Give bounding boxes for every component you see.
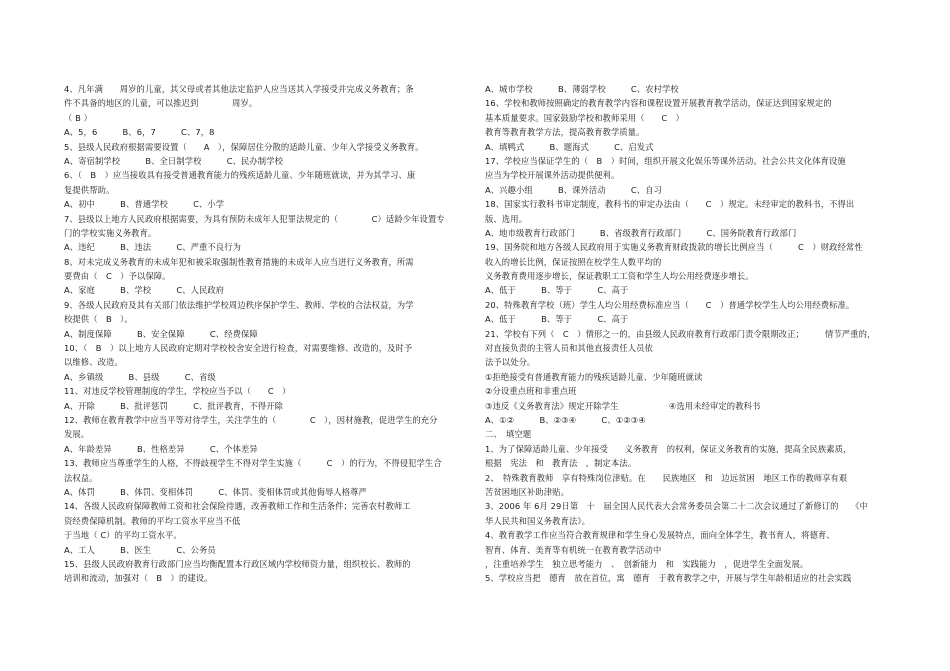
left-column-line: 件不具备的地区的儿童，可以推迟到 周岁。 (64, 98, 258, 109)
right-column-line: 版、选用。 (485, 213, 527, 224)
left-column-line: A、违纪 B、违法 C、严重不良行为 (64, 242, 242, 253)
left-column-line: 15、县级人民政府教育行政部门应当均衡配置本行政区域内学校师资力量，组织校长、教师的 (64, 558, 411, 569)
right-column-line: ③违反《义务教育法》规定开除学生 ④选用未经审定的教科书 (485, 400, 761, 411)
right-column-line: A、低于 B、等于 C、高于 (485, 314, 629, 325)
left-column-line: 10、（ B ）以上地方人民政府定期对学校校舍安全进行检查，对需要维修、改造的，及时予 (64, 343, 413, 354)
left-column-line: 发展。 (64, 429, 90, 440)
left-column-line: 门的学校实施义务教育。 (64, 227, 157, 238)
left-column-line: A、家庭 B、学校 C、人民政府 (64, 285, 225, 296)
left-column-line: A、5，6 B、6，7 C、7，8 (64, 127, 215, 138)
right-column-line: 17、学校应当保证学生的（ B ）时间，组织开展文化娱乐等课外活动。社会公共文化体育设施 (485, 155, 846, 166)
right-column-line: 1、为了保障适龄儿童、少年接受 义务教育 的权利，保证义务教育的实施，提高全民族素质， (485, 443, 852, 454)
left-column-line: A、体罚 B、体罚、变相体罚 C、体罚、变相体罚或其他侮辱人格尊严 (64, 486, 367, 497)
left-column-line: 9、各级人民政府及其有关部门依法维护学校周边秩序保护学生、教师、学校的合法权益，为学 (64, 299, 414, 310)
left-column-line: A、制度保障 B、安全保障 C、经费保障 (64, 328, 258, 339)
right-column-line: 苦贫困地区补助津贴。 (485, 486, 569, 497)
left-column-line: 14、各级人民政府保障教师工资和社会保险待遇，改善教师工作和生活条件；完善农村教师工 (64, 501, 411, 512)
left-column-line: A、寄宿制学校 B、全日制学校 C、民办制学校 (64, 155, 283, 166)
right-column-line: 根据 宪法 和 教育法 ，制定本法。 (485, 458, 637, 469)
left-column-line: 7、县级以上地方人民政府根据需要，为具有预防未成年人犯罪法规定的（ C）适龄少年设置专 (64, 213, 445, 224)
left-column-line: A、乡镇级 B、县级 C、省级 (64, 371, 216, 382)
right-column-line: ②分设重点班和非重点班 (485, 386, 577, 397)
left-column-line: 于当地（ C）的平均工资水平。 (64, 530, 182, 541)
left-column-line: A、开除 B、批评惩罚 C、批评教育，不得开除 (64, 400, 283, 411)
right-column-line: A、地市级教育行政部门 B、省级教育行政部门 C、国务院教育行政部门 (485, 227, 797, 238)
left-column-line: （ B ） (64, 112, 93, 123)
right-column-line: 2、 特殊教育教师 享有特殊岗位津贴。在 民族地区 和 边远贫困 地区工作的教师享有艰 (485, 472, 848, 483)
right-column-line: 应当为学校开展课外活动提供便利。 (485, 170, 620, 181)
left-column-line: 13、教师应当尊重学生的人格，不得歧视学生不得对学生实施（ C ）的行为，不得侵犯学生合 (64, 458, 442, 469)
right-column-line: 21、学校有下列（ C ）情形之一的，由县级人民政府教育行政部门责令限期改正； 情节严重的， (485, 328, 876, 339)
right-column-line: ，注重培养学生 独立思考能力 、 创新能力 和 实践能力 ，促进学生全面发展。 (485, 558, 809, 569)
right-column-line: 16、学校和教师按照确定的教育教学内容和课程设置开展教育教学活动，保证达到国家规定的 (485, 98, 832, 109)
left-column-line: 4、凡年满 周岁的儿童，其父母或者其他法定监护人应当送其入学接受并完成义务教育；条 (64, 84, 414, 94)
left-column-line: 8、对未完成义务教育的未成年犯和被采取强制性教育措施的未成年人应当进行义务教育，所需 (64, 256, 414, 267)
right-column-line: A、城市学校 B、薄弱学校 C、农村学校 (485, 84, 679, 94)
left-column-line: 校提供（ B ）。 (64, 314, 133, 325)
right-column-line: 二、 填空题 (485, 429, 532, 440)
right-column-line: 智育、体育、美育等有机统一在教育教学活动中 (485, 544, 662, 555)
right-column-line: A、①② B、②③④ C、①②③④ (485, 414, 646, 425)
right-column-line: 3、2006 年 6月 29日第 十 届全国人民代表大会常务委员会第二十二次会议通过了新修订的 《中 (485, 501, 868, 512)
right-column (485, 82, 895, 586)
right-column-line: 4、教育教学工作应当符合教育规律和学生身心发展特点，面向全体学生，教书育人，将德育、 (485, 530, 835, 541)
right-column-line: 收入的增长比例，保证按照在校学生人数平均的 (485, 256, 662, 267)
left-column-line: A、初中 B、普通学校 C、小学 (64, 199, 225, 210)
left-column-line: 复提供帮助。 (64, 184, 115, 195)
left-column-line: 6、（ B ）应当接收具有接受普通教育能力的残疾适龄儿童、少年随班就读，并为其学习、康 (64, 170, 416, 181)
left-column (64, 82, 459, 586)
left-column-line: 资经费保障机制。教师的平均工资水平应当不低 (64, 515, 241, 526)
right-column-line: A、填鸭式 B、题海式 C、启发式 (485, 141, 654, 152)
left-column-line: A、工人 B、医生 C、公务员 (64, 544, 216, 555)
right-column-line: 法予以处分。 (485, 357, 536, 368)
right-column-line: 基本质量要求。国家鼓励学校和教师采用（ C ） (485, 112, 685, 123)
right-column-line: 教育等教育教学方法，提高教育教学质量。 (485, 127, 645, 138)
left-column-line: 12、教师在教育教学中应当平等对待学生，关注学生的（ C ），因材施教，促进学生的充分 (64, 414, 438, 425)
right-column-line: 18、国家实行教科书审定制度，教科书的审定办法由（ C ）规定。未经审定的教科书，不得出 (485, 199, 855, 210)
right-column-line: 5、学校应当把 德育 放在首位，寓 德育 于教育教学之中，开展与学生年龄相适应的社会实践 (485, 573, 852, 584)
right-column-line: 对直接负责的主管人员和其他直接责任人员依 (485, 343, 653, 354)
left-column-line: 法权益。 (64, 472, 98, 483)
left-column-line: 11、对违反学校管理制度的学生，学校应当予以（ C ） (64, 386, 291, 397)
right-column-line: 19、国务院和地方各级人民政府用于实施义务教育财政拨款的增长比例应当（ C ）财政经常性 (485, 242, 863, 253)
right-column-line: ①拒绝接受有普通教育能力的残疾适龄儿童、少年随班就读 (485, 371, 703, 382)
right-column-line: 义务教育费用逐步增长，保证教职工工资和学生人均公用经费逐步增长。 (485, 271, 754, 282)
right-column-line: A、兴趣小组 B、课外活动 C、自习 (485, 184, 663, 195)
left-column-line: 培训和流动，加强对（ B ）的建设。 (64, 573, 213, 584)
right-column-line: 20、特殊教育学校（班）学生人均公用经费标准应当（ C ）普通学校学生人均公用经费标准。 (485, 299, 855, 310)
left-column-line: A、年龄差异 B、性格差异 C、个体差异 (64, 443, 258, 454)
left-column-line: 5、县级人民政府根据需要设置（ A ），保障居住分散的适龄儿童、少年入学接受义务教育。 (64, 141, 424, 152)
left-column-line: 要费由（ C ）予以保障。 (64, 271, 171, 282)
left-column-line: 以维修、改造。 (64, 357, 123, 368)
right-column-line: A、低于 B、等于 C、高于 (485, 285, 629, 296)
right-column-line: 华人民共和国义务教育法》。 (485, 515, 591, 526)
